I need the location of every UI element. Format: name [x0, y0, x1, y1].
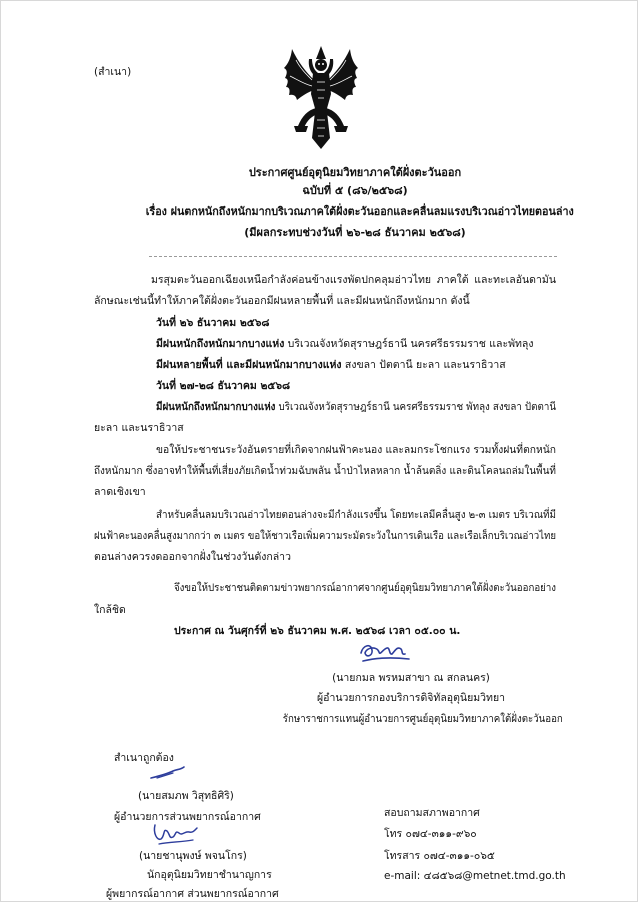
contact-email: e-mail: ๔๘๕๖๘@metnet.tmd.go.th: [384, 870, 566, 882]
day2-row1-condition: มีฝนหนักถึงหนักมากบางแห่ง: [156, 401, 276, 413]
director-signature: [357, 637, 413, 667]
intro-line-2: ลักษณะเช่นนี้ทำให้ภาคใต้ฝั่งตะวันออกมีฝนหลายพื้นที่ และมีฝนหนักถึงหนักมาก ดังนี้: [94, 295, 470, 307]
announcement-title: ประกาศศูนย์อุตุนิยมวิทยาภาคใต้ฝั่งตะวันออก: [248, 166, 462, 179]
announcement-subject: เรื่อง ฝนตกหนักถึงหนักมากบริเวณภาคใต้ฝั่งตะวันออกและคลื่นลมแรงบริเวณอ่าวไทยตอนล่าง: [145, 205, 574, 218]
certifier-name: (นายสมภพ วิสุทธิศิริ): [138, 790, 234, 802]
signatory-name: (นายกมล พรหมสาขา ณ สกลนคร): [332, 672, 490, 684]
forecaster-position: นักอุตุนิยมวิทยาชำนาญการ: [147, 869, 272, 881]
day1-date: วันที่ ๒๖ ธันวาคม ๒๕๖๘: [156, 317, 270, 329]
day1-row1-areas: บริเวณจังหวัดสุราษฎร์ธานี นครศรีธรรมราช และพัทลุง: [287, 338, 534, 350]
marine-line-1: สำหรับคลื่นลมบริเวณอ่าวไทยตอนล่างจะมีกำลังแรงขึ้น โดยทะเลมีคลื่นสูง ๒-๓ เมตร บริเวณที่มี: [156, 509, 556, 521]
day1-rain-row-1: [156, 337, 556, 351]
contact-heading: สอบถามสภาพอากาศ: [384, 807, 480, 819]
marine-line-3: ตอนล่างควรงดออกจากฝั่งในช่วงวันดังกล่าว: [94, 551, 291, 563]
forecaster-signature: [149, 819, 199, 847]
day1-rain-row-2: [156, 358, 556, 372]
announcement-effect-period: (มีผลกระทบช่วงวันที่ ๒๖-๒๘ ธันวาคม ๒๕๖๘): [244, 226, 466, 239]
contact-phone: โทร ๐๗๔-๓๑๑-๙๖๐: [384, 828, 477, 840]
forecaster-name: (นายชานุพงษ์ พจนโกร): [139, 850, 247, 862]
copy-mark: (สำเนา): [94, 66, 132, 78]
caution-line-2: ถึงหนักมาก ซึ่งอาจทำให้พื้นที่เสี่ยงภัยเกิดน้ำท่วมฉับพลัน น้ำป่าไหลหลาก น้ำล้นตลิ่ง และดินโคลนถล่มในพื้นที่: [94, 465, 556, 477]
certifier-signature: [149, 765, 187, 781]
day1-row2-areas: สงขลา ปัตตานี ยะลา และนราธิวาส: [344, 359, 506, 371]
intro-line-1: มรสุมตะวันออกเฉียงเหนือกำลังค่อนข้างแรงพัดปกคลุมอ่าวไทย ภาคใต้ และทะเลอันดามัน: [151, 274, 556, 286]
day1-row2-condition: มีฝนหลายพื้นที่ และมีฝนหนักมากบางแห่ง: [156, 359, 342, 371]
marine-line-2: ฝนฟ้าคะนองคลื่นสูงมากกว่า ๓ เมตร ขอให้ชาวเรือเพิ่มความระมัดระวังในการเดินเรือ และเรือเล็กบริเวณอ่าวไทย: [94, 530, 556, 542]
contact-fax: โทรสาร ๐๗๔-๓๑๑-๐๖๕: [384, 850, 495, 862]
day2-date: วันที่ ๒๗-๒๘ ธันวาคม ๒๕๖๘: [156, 380, 291, 392]
signatory-acting-role: รักษาราชการแทนผู้อำนวยการศูนย์อุตุนิยมวิทยาภาคใต้ฝั่งตะวันออก: [282, 713, 563, 725]
signatory-position: ผู้อำนวยการกองบริการดิจิทัลอุตุนิยมวิทยา: [316, 692, 506, 704]
advice-line-1: จึงขอให้ประชาชนติดตามข่าวพยากรณ์อากาศจากศูนย์อุตุนิยมวิทยาภาคใต้ฝั่งตะวันออกอย่าง: [174, 582, 556, 594]
certifier-position: ผู้อำนวยการส่วนพยากรณ์อากาศ: [114, 811, 261, 823]
caution-line-3: ลาดเชิงเขา: [94, 486, 146, 498]
issued-date-time: ประกาศ ณ วันศุกร์ที่ ๒๖ ธันวาคม พ.ศ. ๒๕๖๘ เวลา ๐๕.๐๐ น.: [174, 625, 461, 637]
header-separator: [149, 256, 557, 257]
announcement-issue-number: ฉบับที่ ๕ (๘๖/๒๕๖๘): [302, 184, 408, 197]
day2-row1-areas: บริเวณจังหวัดสุราษฎร์ธานี นครศรีธรรมราช พัทลุง สงขลา ปัตตานี: [278, 401, 556, 413]
caution-line-1: ขอให้ประชาชนระวังอันตรายที่เกิดจากฝนฟ้าคะนอง และลมกระโชกแรง รวมทั้งฝนที่ตกหนัก: [156, 444, 556, 456]
certified-copy-label: สำเนาถูกต้อง: [114, 752, 174, 764]
forecaster-unit: ผู้พยากรณ์อากาศ ส่วนพยากรณ์อากาศ: [106, 888, 279, 900]
day1-row1-condition: มีฝนหนักถึงหนักมากบางแห่ง: [156, 338, 285, 350]
garuda-emblem: [284, 46, 358, 149]
advice-line-2: ใกล้ชิด: [94, 604, 126, 616]
day2-rain-row-1: [156, 400, 556, 414]
day2-rain-row-1-continued: ยะลา และนราธิวาส: [94, 422, 184, 434]
